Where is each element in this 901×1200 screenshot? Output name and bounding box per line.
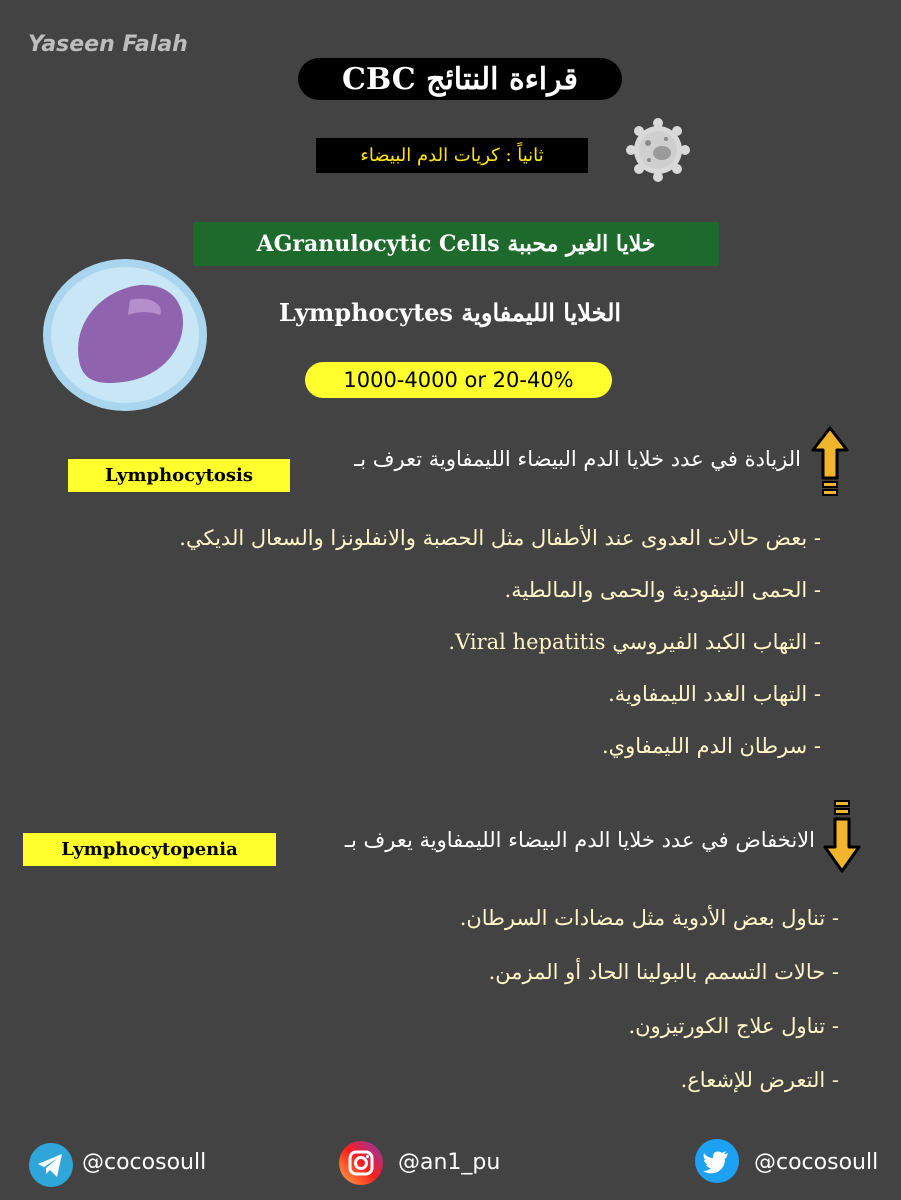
lymphocytes-title: الخلايا الليمفاوية Lymphocytes <box>278 297 622 327</box>
decrease-heading: الانخفاض في عدد خلايا الدم البيضاء الليمفاوية يعرف بـ <box>344 828 815 852</box>
normal-range-badge: 1000-4000 or 20-40% <box>305 362 612 398</box>
list-item: - سرطان الدم الليمفاوي. <box>179 726 821 778</box>
lymphocytosis-tag: Lymphocytosis <box>68 459 290 492</box>
list-item: - بعض حالات العدوى عند الأطفال مثل الحصبة والانفلونزا والسعال الديكي. <box>179 518 821 570</box>
arrow-up-icon <box>810 424 850 504</box>
agranulocytic-banner: خلايا الغير محببة AGranulocytic Cells <box>193 222 719 266</box>
instagram-icon[interactable] <box>338 1140 384 1186</box>
white-blood-cell-icon <box>618 115 698 185</box>
list-item: - حالات التسمم بالبولينا الحاد أو المزمن. <box>460 952 839 1006</box>
list-item: - تناول بعض الأدوية مثل مضادات السرطان. <box>460 898 839 952</box>
instagram-handle[interactable]: @an1_pu <box>398 1150 501 1175</box>
increase-heading: الزيادة في عدد خلايا الدم البيضاء الليمفاوية تعرف بـ <box>354 447 801 471</box>
lymphocyte-cell-illustration <box>40 255 210 415</box>
lymphocytopenia-tag: Lymphocytopenia <box>23 833 276 866</box>
list-item: - تناول علاج الكورتيزون. <box>460 1006 839 1060</box>
list-item: - الحمى التيفودية والحمى والمالطية. <box>179 570 821 622</box>
list-item: - التهاب الغدد الليمفاوية. <box>179 674 821 726</box>
telegram-icon[interactable] <box>28 1142 74 1188</box>
author-signature: Yaseen Falah <box>28 32 188 57</box>
decrease-causes-list <box>460 898 839 1114</box>
telegram-handle[interactable]: @cocosoull <box>82 1150 207 1175</box>
list-item: - التهاب الكبد الفيروسي Viral hepatitis. <box>179 622 821 674</box>
twitter-icon[interactable] <box>694 1138 740 1184</box>
twitter-handle[interactable]: @cocosoull <box>754 1150 879 1175</box>
section-subtitle: ثانياً : كريات الدم البيضاء <box>316 138 588 173</box>
increase-causes-list <box>179 518 821 778</box>
page-title: قراءة النتائج CBC <box>298 58 622 100</box>
arrow-down-icon <box>822 795 862 875</box>
list-item: - التعرض للإشعاع. <box>460 1060 839 1114</box>
